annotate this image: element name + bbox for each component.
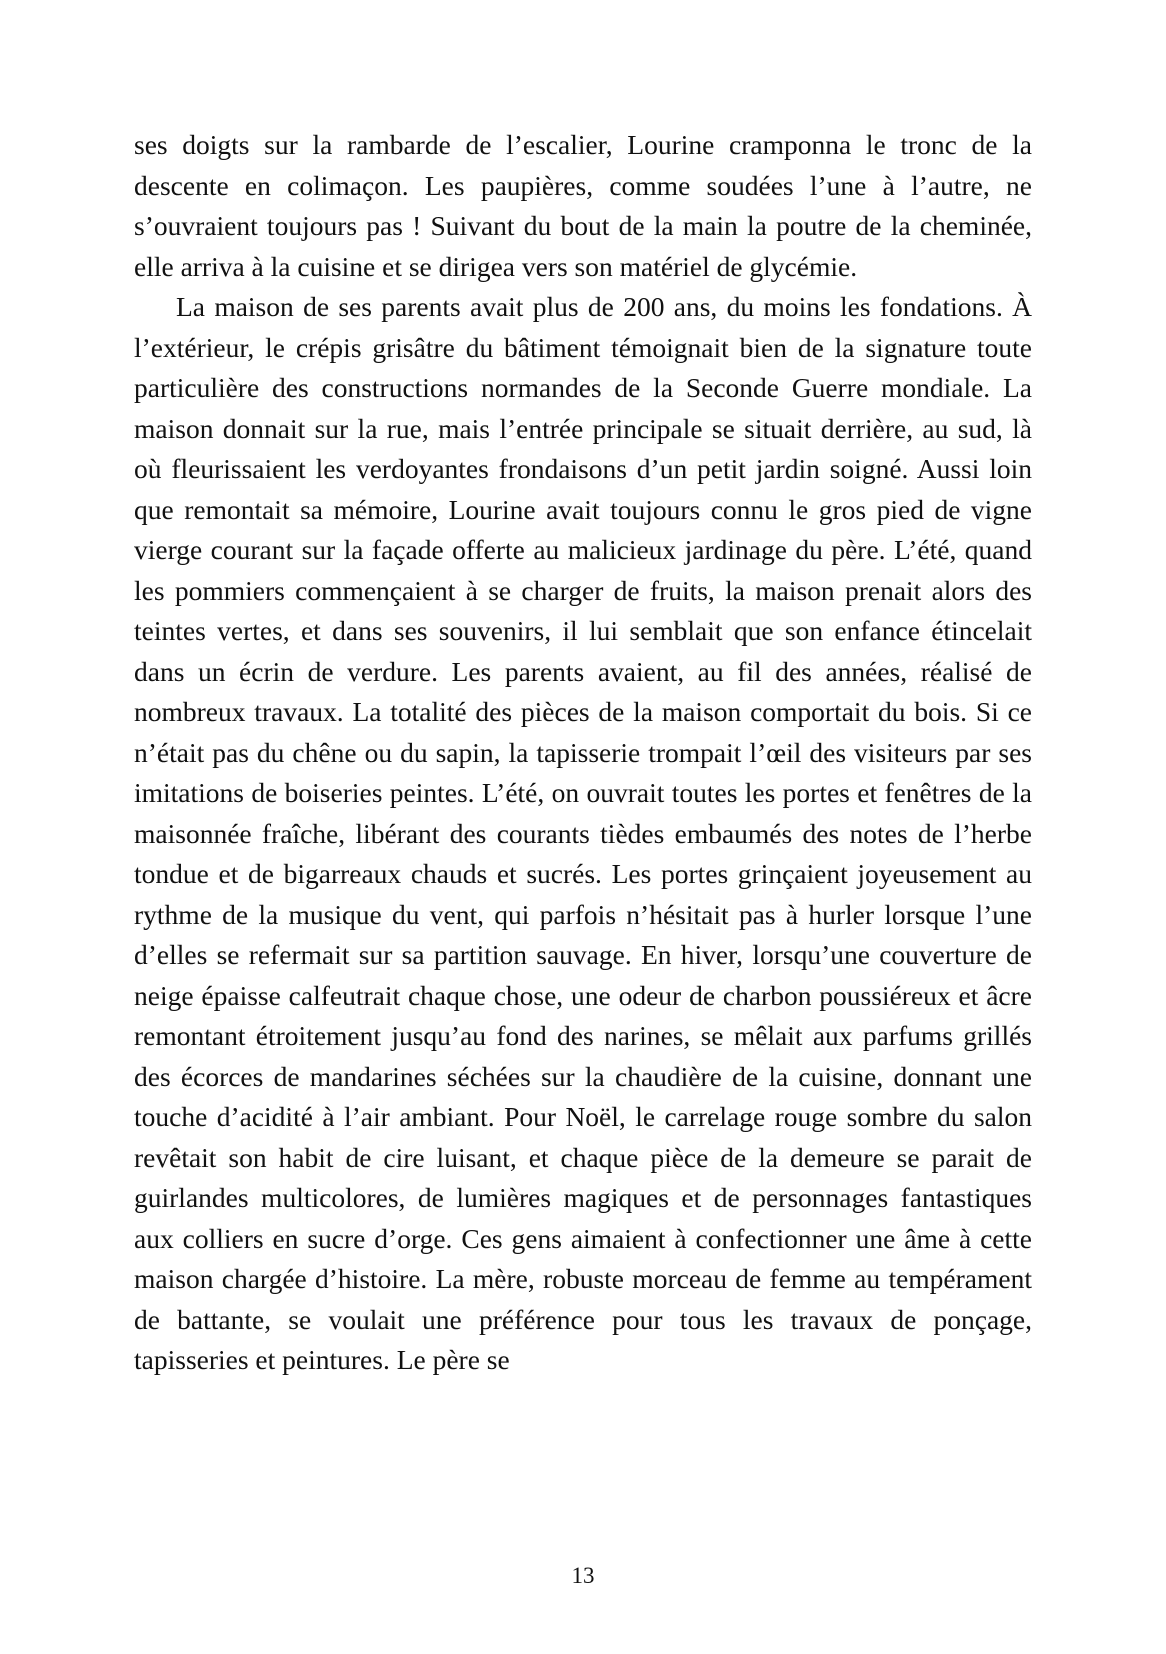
paragraph-2: La maison de ses parents avait plus de 200 ans, du moins les fondations. À l’extérieur, le crépis grisâtre du bâtiment témoignait bien de la signature toute particulière des constructions normandes de la Seconde Guerre mondiale. La maison donnait sur la rue, mais l’entrée principale se situait derrière, au sud, là où fleurissaient les verdoyantes frondaisons d’un petit jardin soigné. Aussi loin que remontait sa mémoire, Lourine avait toujours connu le gros pied de vigne vierge courant sur la façade offerte au malicieux jardinage du père. L’été, quand les pommiers commençaient à se charger de fruits, la maison prenait alors des teintes vertes, et dans ses souvenirs, il lui semblait que son enfance étincelait dans un écrin de verdure. Les parents avaient, au fil des années, réalisé de nombreux travaux. La totalité des pièces de la maison comportait du bois. Si ce n’était pas du chêne ou du sapin, la tapisserie trompait l’œil des visiteurs par ses imitations de boiseries peintes. L’été, on ouvrait toutes les portes et fenêtres de la maisonnée fraîche, libérant des courants tièdes embaumés des notes de l’herbe tondue et de bigarreaux chauds et sucrés. Les portes grinçaient joyeusement au rythme de la musique du vent, qui parfois n’hésitait pas à hurler lorsque l’une d’elles se refermait sur sa partition sauvage. En hiver, lorsqu’une couverture de neige épaisse calfeutrait chaque chose, une odeur de charbon poussiéreux et âcre remontant étroitement jusqu’au fond des narines, se mêlait aux parfums grillés des écorces de mandarines séchées sur la chaudière de la cuisine, donnant une touche d’acidité à l’air ambiant. Pour Noël, le carrelage rouge sombre du salon revêtait son habit de cire luisant, et chaque pièce de la demeure se parait de guirlandes multicolores, de lumières magiques et de personnages fantastiques aux colliers en sucre d’orge. Ces gens aimaient à confectionner une âme à cette maison chargée d’histoire. La mère, robuste morceau de femme au tempérament de battante, se voulait une préférence pour tous les travaux de ponçage, tapisseries et peintures. Le père se [134,291,1032,1375]
paragraph-1: ses doigts sur la rambarde de l’escalier, Lourine cramponna le tronc de la descente en colimaçon. Les paupières, comme soudées l’une à l’autre, ne s’ouvraient toujours pas ! Suivant du bout de la main la poutre de la cheminée, elle arriva à la cuisine et se dirigea vers son matériel de glycémie. [134,129,1032,282]
page-number: 13 [571,1563,595,1588]
body-text [134,125,1032,1381]
